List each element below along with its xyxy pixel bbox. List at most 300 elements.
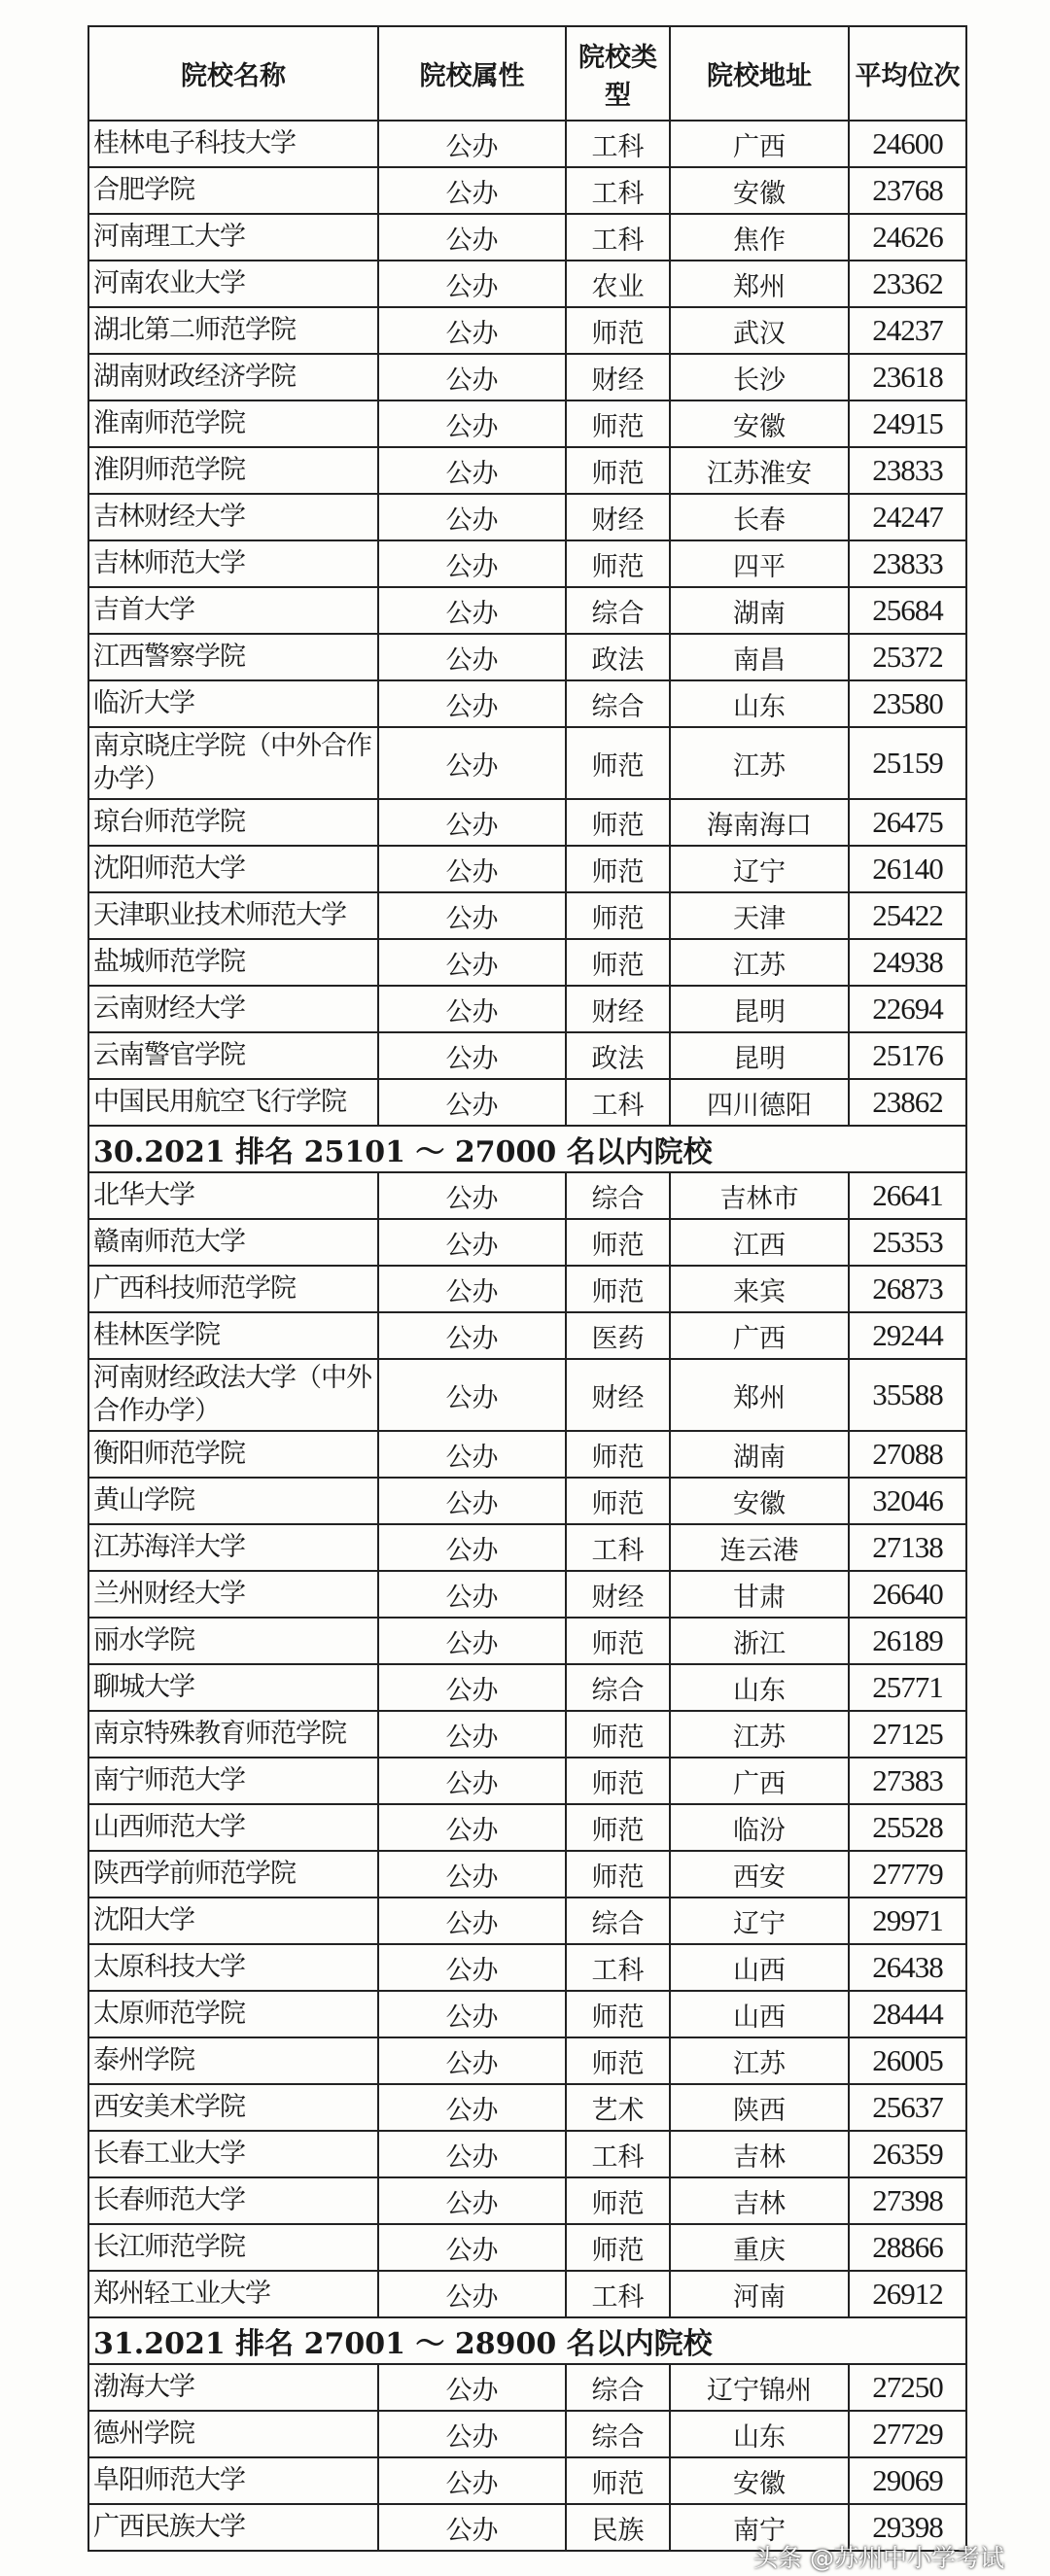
average-rank-cell: 26438 (849, 1944, 966, 1991)
ownership-cell: 公办 (378, 1312, 566, 1359)
ownership-cell: 公办 (378, 1032, 566, 1079)
table-row (88, 540, 966, 587)
location-cell: 江苏 (670, 727, 849, 799)
ownership-cell: 公办 (378, 892, 566, 939)
ownership-cell: 公办 (378, 400, 566, 447)
average-rank-cell: 25637 (849, 2084, 966, 2131)
school-type-cell: 财经 (566, 354, 670, 400)
table-row (88, 1032, 966, 1079)
ownership-cell: 公办 (378, 1618, 566, 1664)
school-name-cell: 陕西学前师范学院 (88, 1851, 378, 1897)
school-name-cell: 湖南财政经济学院 (88, 354, 378, 400)
school-name-cell: 江西警察学院 (88, 634, 378, 680)
average-rank-cell: 25176 (849, 1032, 966, 1079)
section-header-row (88, 1126, 966, 1172)
school-name-cell: 中国民用航空飞行学院 (88, 1079, 378, 1126)
school-name-cell: 广西民族大学 (88, 2504, 378, 2551)
average-rank-cell: 26641 (849, 1172, 966, 1219)
school-name-cell: 河南农业大学 (88, 261, 378, 307)
school-name-cell: 衡阳师范学院 (88, 1431, 378, 1478)
table-row (88, 400, 966, 447)
school-type-cell: 财经 (566, 1571, 670, 1618)
location-cell: 广西 (670, 1758, 849, 1804)
ownership-cell: 公办 (378, 354, 566, 400)
school-type-cell: 师范 (566, 1478, 670, 1524)
location-cell: 江西 (670, 1219, 849, 1266)
ownership-cell: 公办 (378, 587, 566, 634)
ownership-cell: 公办 (378, 1758, 566, 1804)
location-cell: 辽宁锦州 (670, 2364, 849, 2411)
table-header-row (88, 26, 966, 121)
location-cell: 湖南 (670, 1431, 849, 1478)
location-cell: 广西 (670, 1312, 849, 1359)
average-rank-cell: 25422 (849, 892, 966, 939)
ownership-cell: 公办 (378, 1804, 566, 1851)
location-cell: 长沙 (670, 354, 849, 400)
average-rank-cell: 27250 (849, 2364, 966, 2411)
location-cell: 西安 (670, 1851, 849, 1897)
school-type-cell: 师范 (566, 1991, 670, 2037)
average-rank-cell: 29069 (849, 2457, 966, 2504)
school-name-cell: 河南财经政法大学（中外合作办学） (88, 1359, 378, 1431)
average-rank-cell: 26640 (849, 1571, 966, 1618)
school-name-cell: 北华大学 (88, 1172, 378, 1219)
ownership-cell: 公办 (378, 2131, 566, 2177)
average-rank-cell: 23618 (849, 354, 966, 400)
average-rank-cell: 27779 (849, 1851, 966, 1897)
section-header-row (88, 2317, 966, 2364)
location-cell: 江苏 (670, 939, 849, 986)
average-rank-cell: 24247 (849, 494, 966, 540)
header-average-rank: 平均位次 (849, 26, 966, 121)
school-name-cell: 云南财经大学 (88, 986, 378, 1032)
school-name-cell: 湖北第二师范学院 (88, 307, 378, 354)
average-rank-cell: 29971 (849, 1897, 966, 1944)
school-type-cell: 财经 (566, 986, 670, 1032)
school-type-cell: 农业 (566, 261, 670, 307)
school-type-cell: 师范 (566, 939, 670, 986)
average-rank-cell: 25528 (849, 1804, 966, 1851)
location-cell: 临汾 (670, 1804, 849, 1851)
ownership-cell: 公办 (378, 2411, 566, 2457)
table-row (88, 986, 966, 1032)
average-rank-cell: 35588 (849, 1359, 966, 1431)
table-row (88, 494, 966, 540)
ownership-cell: 公办 (378, 214, 566, 261)
table-row (88, 939, 966, 986)
school-name-cell: 兰州财经大学 (88, 1571, 378, 1618)
school-type-cell: 工科 (566, 1944, 670, 1991)
location-cell: 甘肃 (670, 1571, 849, 1618)
school-name-cell: 丽水学院 (88, 1618, 378, 1664)
ownership-cell: 公办 (378, 2271, 566, 2317)
school-type-cell: 综合 (566, 1172, 670, 1219)
ownership-cell: 公办 (378, 1266, 566, 1312)
average-rank-cell: 27383 (849, 1758, 966, 1804)
ownership-cell: 公办 (378, 540, 566, 587)
school-name-cell: 吉林财经大学 (88, 494, 378, 540)
school-type-cell: 师范 (566, 727, 670, 799)
ownership-cell: 公办 (378, 1431, 566, 1478)
section-title: 31.2021 排名 27001 ～ 28900 名以内院校 (88, 2317, 966, 2364)
ownership-cell: 公办 (378, 986, 566, 1032)
school-type-cell: 师范 (566, 799, 670, 846)
watermark: 头条 @苏州中小学考试 (753, 2544, 1004, 2572)
average-rank-cell: 26005 (849, 2037, 966, 2084)
school-name-cell: 山西师范大学 (88, 1804, 378, 1851)
ownership-cell: 公办 (378, 1478, 566, 1524)
school-name-cell: 长春工业大学 (88, 2131, 378, 2177)
table-row (88, 680, 966, 727)
table-row (88, 634, 966, 680)
table-row (88, 2271, 966, 2317)
table-row (88, 2131, 966, 2177)
table-row (88, 2037, 966, 2084)
location-cell: 四平 (670, 540, 849, 587)
ownership-cell: 公办 (378, 634, 566, 680)
ownership-cell: 公办 (378, 846, 566, 892)
ownership-cell: 公办 (378, 167, 566, 214)
school-name-cell: 桂林电子科技大学 (88, 121, 378, 167)
school-name-cell: 德州学院 (88, 2411, 378, 2457)
ownership-cell: 公办 (378, 447, 566, 494)
average-rank-cell: 27729 (849, 2411, 966, 2457)
school-type-cell: 师范 (566, 892, 670, 939)
school-name-cell: 江苏海洋大学 (88, 1524, 378, 1571)
school-type-cell: 工科 (566, 1079, 670, 1126)
location-cell: 辽宁 (670, 846, 849, 892)
ownership-cell: 公办 (378, 121, 566, 167)
ownership-cell: 公办 (378, 2504, 566, 2551)
location-cell: 湖南 (670, 587, 849, 634)
average-rank-cell: 28444 (849, 1991, 966, 2037)
school-type-cell: 师范 (566, 1851, 670, 1897)
school-type-cell: 政法 (566, 634, 670, 680)
average-rank-cell: 25159 (849, 727, 966, 799)
location-cell: 重庆 (670, 2224, 849, 2271)
school-type-cell: 工科 (566, 167, 670, 214)
school-name-cell: 合肥学院 (88, 167, 378, 214)
table-row (88, 214, 966, 261)
school-type-cell: 政法 (566, 1032, 670, 1079)
table-row (88, 1618, 966, 1664)
table-row (88, 1897, 966, 1944)
school-type-cell: 师范 (566, 1711, 670, 1758)
school-name-cell: 太原师范学院 (88, 1991, 378, 2037)
average-rank-cell: 29244 (849, 1312, 966, 1359)
location-cell: 焦作 (670, 214, 849, 261)
ownership-cell: 公办 (378, 1851, 566, 1897)
school-type-cell: 师范 (566, 2457, 670, 2504)
average-rank-cell: 24237 (849, 307, 966, 354)
ownership-cell: 公办 (378, 1664, 566, 1711)
table-row (88, 2411, 966, 2457)
school-name-cell: 天津职业技术师范大学 (88, 892, 378, 939)
table-row (88, 167, 966, 214)
school-type-cell: 师范 (566, 2037, 670, 2084)
table-row (88, 1664, 966, 1711)
school-type-cell: 师范 (566, 1266, 670, 1312)
location-cell: 昆明 (670, 986, 849, 1032)
average-rank-cell: 24938 (849, 939, 966, 986)
school-name-cell: 沈阳师范大学 (88, 846, 378, 892)
location-cell: 安徽 (670, 167, 849, 214)
location-cell: 陕西 (670, 2084, 849, 2131)
average-rank-cell: 23768 (849, 167, 966, 214)
school-name-cell: 聊城大学 (88, 1664, 378, 1711)
average-rank-cell: 27088 (849, 1431, 966, 1478)
table-row (88, 1711, 966, 1758)
table-row (88, 1359, 966, 1431)
header-school-type: 院校类型 (566, 26, 670, 121)
average-rank-cell: 26873 (849, 1266, 966, 1312)
location-cell: 郑州 (670, 1359, 849, 1431)
school-name-cell: 南京晓庄学院（中外合作办学） (88, 727, 378, 799)
school-name-cell: 淮南师范学院 (88, 400, 378, 447)
table-row (88, 447, 966, 494)
location-cell: 海南海口 (670, 799, 849, 846)
location-cell: 吉林 (670, 2177, 849, 2224)
location-cell: 安徽 (670, 1478, 849, 1524)
table-row (88, 1266, 966, 1312)
school-type-cell: 民族 (566, 2504, 670, 2551)
school-type-cell: 师范 (566, 1758, 670, 1804)
location-cell: 昆明 (670, 1032, 849, 1079)
header-location: 院校地址 (670, 26, 849, 121)
location-cell: 江苏淮安 (670, 447, 849, 494)
ownership-cell: 公办 (378, 494, 566, 540)
school-type-cell: 师范 (566, 1431, 670, 1478)
school-name-cell: 临沂大学 (88, 680, 378, 727)
table-row (88, 1079, 966, 1126)
average-rank-cell: 24626 (849, 214, 966, 261)
ownership-cell: 公办 (378, 261, 566, 307)
school-type-cell: 综合 (566, 2411, 670, 2457)
section-title: 30.2021 排名 25101 ～ 27000 名以内院校 (88, 1126, 966, 1172)
school-name-cell: 吉林师范大学 (88, 540, 378, 587)
ownership-cell: 公办 (378, 2364, 566, 2411)
school-type-cell: 师范 (566, 1219, 670, 1266)
school-name-cell: 长春师范大学 (88, 2177, 378, 2224)
location-cell: 河南 (670, 2271, 849, 2317)
location-cell: 四川德阳 (670, 1079, 849, 1126)
table-row (88, 1804, 966, 1851)
school-name-cell: 淮阴师范学院 (88, 447, 378, 494)
average-rank-cell: 25771 (849, 1664, 966, 1711)
ownership-cell: 公办 (378, 1524, 566, 1571)
location-cell: 安徽 (670, 400, 849, 447)
ownership-cell: 公办 (378, 1991, 566, 2037)
table-row (88, 1431, 966, 1478)
school-type-cell: 工科 (566, 214, 670, 261)
average-rank-cell: 29398 (849, 2504, 966, 2551)
location-cell: 南宁 (670, 2504, 849, 2551)
school-type-cell: 师范 (566, 447, 670, 494)
school-name-cell: 云南警官学院 (88, 1032, 378, 1079)
school-name-cell: 沈阳大学 (88, 1897, 378, 1944)
ownership-cell: 公办 (378, 2084, 566, 2131)
location-cell: 连云港 (670, 1524, 849, 1571)
table-row (88, 2457, 966, 2504)
school-type-cell: 综合 (566, 587, 670, 634)
location-cell: 浙江 (670, 1618, 849, 1664)
header-school-name: 院校名称 (88, 26, 378, 121)
table-row (88, 892, 966, 939)
school-name-cell: 盐城师范学院 (88, 939, 378, 986)
school-name-cell: 郑州轻工业大学 (88, 2271, 378, 2317)
school-type-cell: 综合 (566, 2364, 670, 2411)
school-type-cell: 医药 (566, 1312, 670, 1359)
table-row (88, 1991, 966, 2037)
school-name-cell: 吉首大学 (88, 587, 378, 634)
ownership-cell: 公办 (378, 939, 566, 986)
table-row (88, 2364, 966, 2411)
school-type-cell: 工科 (566, 1524, 670, 1571)
school-type-cell: 综合 (566, 1664, 670, 1711)
average-rank-cell: 27138 (849, 1524, 966, 1571)
average-rank-cell: 22694 (849, 986, 966, 1032)
average-rank-cell: 24915 (849, 400, 966, 447)
location-cell: 江苏 (670, 2037, 849, 2084)
location-cell: 南昌 (670, 634, 849, 680)
school-type-cell: 工科 (566, 2271, 670, 2317)
table-row (88, 307, 966, 354)
ownership-cell: 公办 (378, 1172, 566, 1219)
location-cell: 江苏 (670, 1711, 849, 1758)
ownership-cell: 公办 (378, 1359, 566, 1431)
table-row (88, 121, 966, 167)
school-type-cell: 财经 (566, 494, 670, 540)
table-row (88, 1758, 966, 1804)
ownership-cell: 公办 (378, 2177, 566, 2224)
school-type-cell: 师范 (566, 540, 670, 587)
school-name-cell: 赣南师范大学 (88, 1219, 378, 1266)
ownership-cell: 公办 (378, 1897, 566, 1944)
average-rank-cell: 28866 (849, 2224, 966, 2271)
table-row (88, 2084, 966, 2131)
table-row (88, 727, 966, 799)
table-row (88, 1851, 966, 1897)
ownership-cell: 公办 (378, 1711, 566, 1758)
location-cell: 辽宁 (670, 1897, 849, 1944)
ownership-cell: 公办 (378, 1571, 566, 1618)
average-rank-cell: 26475 (849, 799, 966, 846)
ownership-cell: 公办 (378, 799, 566, 846)
school-name-cell: 南京特殊教育师范学院 (88, 1711, 378, 1758)
table-row (88, 1524, 966, 1571)
ownership-cell: 公办 (378, 1219, 566, 1266)
header-ownership: 院校属性 (378, 26, 566, 121)
average-rank-cell: 27125 (849, 1711, 966, 1758)
ownership-cell: 公办 (378, 1944, 566, 1991)
school-name-cell: 广西科技师范学院 (88, 1266, 378, 1312)
ownership-cell: 公办 (378, 2224, 566, 2271)
school-name-cell: 桂林医学院 (88, 1312, 378, 1359)
school-name-cell: 南宁师范大学 (88, 1758, 378, 1804)
average-rank-cell: 26912 (849, 2271, 966, 2317)
average-rank-cell: 23833 (849, 447, 966, 494)
school-name-cell: 阜阳师范大学 (88, 2457, 378, 2504)
school-type-cell: 财经 (566, 1359, 670, 1431)
school-name-cell: 西安美术学院 (88, 2084, 378, 2131)
table-row (88, 587, 966, 634)
average-rank-cell: 26140 (849, 846, 966, 892)
location-cell: 长春 (670, 494, 849, 540)
average-rank-cell: 25353 (849, 1219, 966, 1266)
school-name-cell: 渤海大学 (88, 2364, 378, 2411)
school-type-cell: 工科 (566, 121, 670, 167)
table-row (88, 1571, 966, 1618)
ownership-cell: 公办 (378, 2037, 566, 2084)
location-cell: 山东 (670, 1664, 849, 1711)
school-type-cell: 师范 (566, 2224, 670, 2271)
school-type-cell: 艺术 (566, 2084, 670, 2131)
ownership-cell: 公办 (378, 680, 566, 727)
location-cell: 郑州 (670, 261, 849, 307)
table-row (88, 354, 966, 400)
average-rank-cell: 23862 (849, 1079, 966, 1126)
school-type-cell: 师范 (566, 2177, 670, 2224)
table-row (88, 261, 966, 307)
location-cell: 广西 (670, 121, 849, 167)
ownership-cell: 公办 (378, 1079, 566, 1126)
school-name-cell: 黄山学院 (88, 1478, 378, 1524)
average-rank-cell: 32046 (849, 1478, 966, 1524)
school-type-cell: 师范 (566, 400, 670, 447)
school-type-cell: 师范 (566, 1618, 670, 1664)
location-cell: 来宾 (670, 1266, 849, 1312)
location-cell: 安徽 (670, 2457, 849, 2504)
location-cell: 武汉 (670, 307, 849, 354)
table-row (88, 1219, 966, 1266)
school-name-cell: 长江师范学院 (88, 2224, 378, 2271)
table-row (88, 1944, 966, 1991)
average-rank-cell: 25372 (849, 634, 966, 680)
location-cell: 吉林 (670, 2131, 849, 2177)
school-name-cell: 琼台师范学院 (88, 799, 378, 846)
school-type-cell: 师范 (566, 1804, 670, 1851)
table-row (88, 2177, 966, 2224)
table-row (88, 1478, 966, 1524)
location-cell: 天津 (670, 892, 849, 939)
table-row (88, 846, 966, 892)
average-rank-cell: 26189 (849, 1618, 966, 1664)
location-cell: 山东 (670, 2411, 849, 2457)
table-row (88, 1172, 966, 1219)
school-type-cell: 综合 (566, 680, 670, 727)
average-rank-cell: 24600 (849, 121, 966, 167)
average-rank-cell: 23362 (849, 261, 966, 307)
table-row (88, 1312, 966, 1359)
school-type-cell: 工科 (566, 2131, 670, 2177)
average-rank-cell: 23833 (849, 540, 966, 587)
school-name-cell: 泰州学院 (88, 2037, 378, 2084)
ownership-cell: 公办 (378, 2457, 566, 2504)
table-row (88, 2224, 966, 2271)
ownership-cell: 公办 (378, 727, 566, 799)
table-body (88, 121, 966, 2551)
location-cell: 山东 (670, 680, 849, 727)
location-cell: 山西 (670, 1944, 849, 1991)
average-rank-cell: 26359 (849, 2131, 966, 2177)
average-rank-cell: 23580 (849, 680, 966, 727)
average-rank-cell: 25684 (849, 587, 966, 634)
school-type-cell: 综合 (566, 1897, 670, 1944)
average-rank-cell: 27398 (849, 2177, 966, 2224)
school-name-cell: 太原科技大学 (88, 1944, 378, 1991)
university-ranking-table (88, 25, 967, 2552)
location-cell: 吉林市 (670, 1172, 849, 1219)
